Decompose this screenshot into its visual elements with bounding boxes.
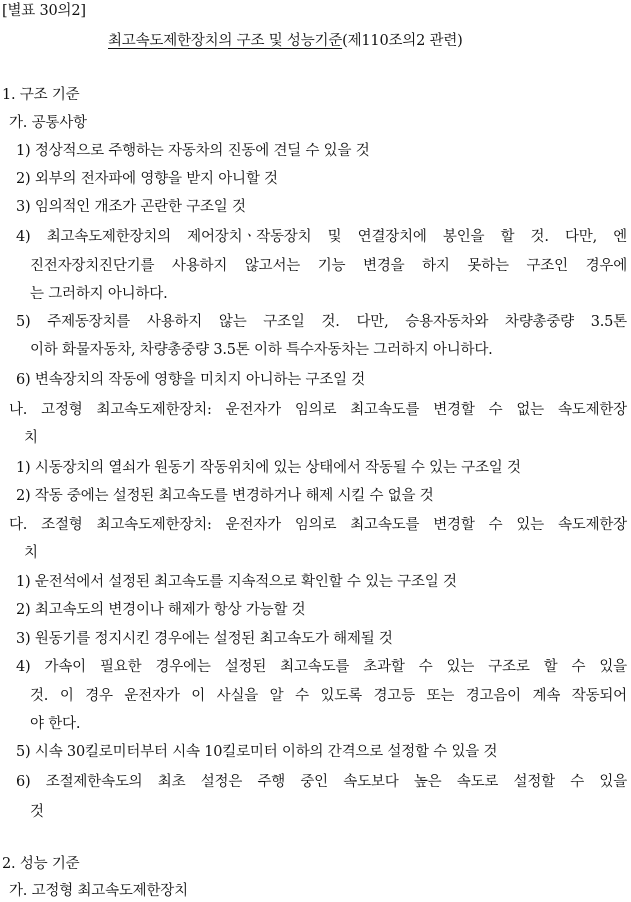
list-item: 5) 시속 30킬로미터부터 시속 10킬로미터 이하의 간격으로 설정할 수 있을 것 [16,744,498,760]
list-item: 6) 조절제한속도의 최초 설정은 주행 중인 속도보다 높은 속도로 설정할 수 있을 [16,774,627,790]
list-item: 3) 임의적인 개조가 곤란한 구조일 것 [16,199,246,215]
list-item: 5) 주제동장치를 사용하지 않는 구조일 것. 다만, 승용자동차와 차량총중량 3.5톤 [16,314,627,330]
list-item-continuation: 것 [30,804,44,820]
subsection-na-heading: 나. 고정형 최고속도제한장치: 운전자가 임의로 최고속도를 변경할 수 없는 속도제한장 [9,402,627,418]
subsection-da-heading: 다. 조절형 최고속도제한장치: 운전자가 임의로 최고속도를 변경할 수 있는 속도제한장 [9,517,627,533]
list-item-continuation: 야 한다. [30,716,81,732]
list-item: 2) 작동 중에는 설정된 최고속도를 변경하거나 해제 시킬 수 없을 것 [16,488,434,504]
annex-label: [별표 30의2] [2,3,86,19]
subsection-ga-heading: 가. 공통사항 [9,115,87,131]
list-item: 4) 가속이 필요한 경우에는 설정된 최고속도를 초과할 수 있는 구조로 할 수 있을 [16,659,627,675]
document-title-suffix: (제110조의2 관련) [342,33,463,49]
subsection-ga-heading: 가. 고정형 최고속도제한장치 [9,883,188,899]
section-1-heading: 1. 구조 기준 [2,87,80,103]
list-item: 1) 시동장치의 열쇠가 원동기 작동위치에 있는 상태에서 작동될 수 있는 구조일 것 [16,460,521,476]
list-item: 6) 변속장치의 작동에 영향을 미치지 아니하는 구조일 것 [16,372,366,388]
list-item: 1) 운전석에서 설정된 최고속도를 지속적으로 확인할 수 있는 구조일 것 [16,574,457,590]
list-item-continuation: 진전자장치진단기를 사용하지 않고서는 기능 변경을 하지 못하는 구조인 경우에 [30,258,627,274]
list-item: 1) 정상적으로 주행하는 자동차의 진동에 견딜 수 있을 것 [16,143,370,159]
list-item-continuation: 것. 이 경우 운전자가 이 사실을 알 수 있도록 경고등 또는 경고음이 계속 작동되어 [30,688,627,704]
list-item-continuation: 는 그러하지 아니하다. [30,286,168,302]
subsection-na-heading-continuation: 치 [24,430,38,446]
document-title: 최고속도제한장치의 구조 및 성능기준 [108,33,343,49]
list-item: 3) 원동기를 정지시킨 경우에는 설정된 최고속도가 해제될 것 [16,631,393,647]
section-2-heading: 2. 성능 기준 [2,856,80,872]
list-item: 4) 최고속도제한장치의 제어장치ㆍ작동장치 및 연결장치에 봉인을 할 것. 다만, 엔 [16,229,627,245]
list-item: 2) 외부의 전자파에 영향을 받지 아니할 것 [16,171,278,187]
document-title-row [108,32,463,50]
list-item-continuation: 이하 화물자동차, 차량총중량 3.5톤 이하 특수자동차는 그러하지 아니하다. [30,342,493,358]
list-item: 2) 최고속도의 변경이나 해제가 항상 가능할 것 [16,602,306,618]
subsection-da-heading-continuation: 치 [24,545,38,561]
